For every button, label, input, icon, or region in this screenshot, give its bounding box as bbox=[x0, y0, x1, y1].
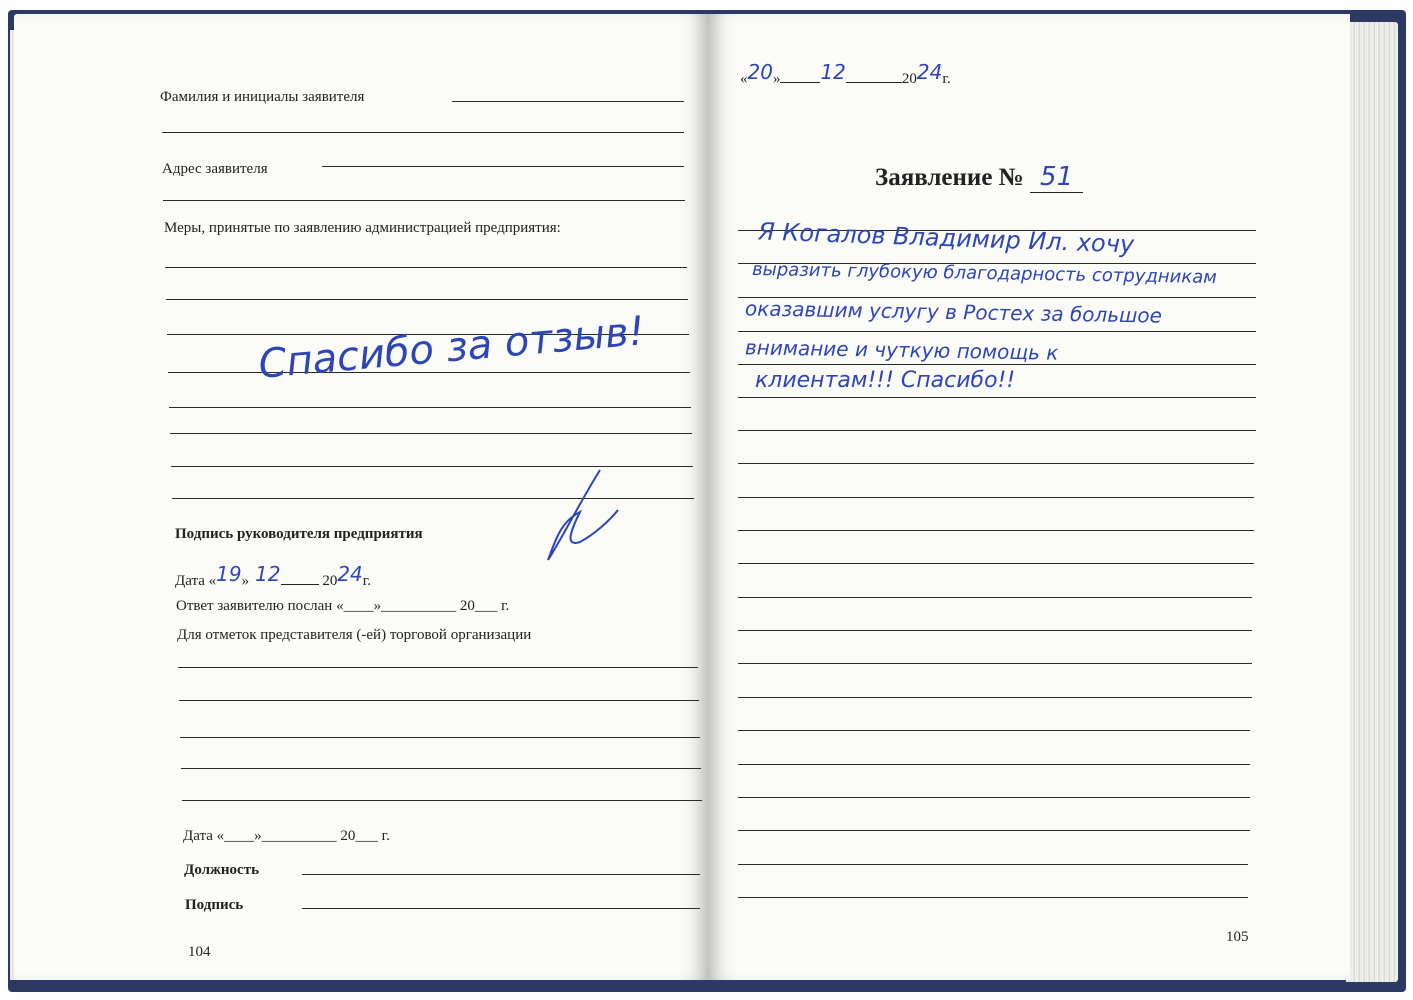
rule-line bbox=[738, 497, 1254, 498]
rule-line bbox=[182, 800, 702, 801]
rule-line bbox=[178, 667, 698, 668]
date-suffix: г. bbox=[362, 573, 371, 589]
org-notes-label: Для отметок представителя (-ей) торговой организации bbox=[177, 627, 532, 643]
document-title bbox=[875, 162, 1083, 193]
rule-line bbox=[738, 797, 1250, 798]
measures-handwritten-text: Спасибо за отзыв! bbox=[256, 308, 647, 388]
page-number-right: 105 bbox=[1226, 929, 1249, 945]
rule-line bbox=[738, 397, 1256, 398]
signature-line[interactable] bbox=[302, 908, 700, 909]
body-line-1: Я Когалов Владимир Ил. хочу bbox=[757, 217, 1135, 259]
measures-label: Меры, принятые по заявлению администрацией предприятия: bbox=[164, 220, 561, 236]
rule-line bbox=[738, 331, 1256, 332]
position-label: Должность bbox=[184, 862, 260, 878]
rule-line bbox=[738, 430, 1256, 431]
date-prefix: Дата « bbox=[175, 573, 217, 589]
rule-line bbox=[738, 730, 1250, 731]
title-text: Заявление № bbox=[875, 164, 1024, 191]
rule-line bbox=[738, 663, 1252, 664]
manager-signature-scribble bbox=[520, 462, 630, 572]
date-year: 24 bbox=[337, 562, 363, 586]
blank-date-label: Дата «____»__________ 20___ г. bbox=[183, 828, 390, 844]
applicant-address-label: Адрес заявителя bbox=[162, 161, 268, 177]
manager-date-row: Дата «19» 12 2024г. bbox=[175, 562, 371, 589]
date-month: 12 bbox=[255, 562, 281, 586]
right-date-year: 24 bbox=[916, 60, 943, 84]
rule-line bbox=[738, 597, 1252, 598]
page-edges-right bbox=[1346, 22, 1398, 982]
rule-line bbox=[163, 200, 685, 201]
page-number-left: 104 bbox=[188, 944, 211, 960]
date-year-prefix: 20 bbox=[322, 573, 338, 589]
rule-line bbox=[180, 737, 700, 738]
rule-line bbox=[166, 299, 688, 300]
rule-line bbox=[738, 364, 1256, 365]
rule-line bbox=[738, 530, 1254, 531]
rule-line bbox=[181, 768, 701, 769]
rule-line bbox=[738, 864, 1248, 865]
applicant-name-line[interactable] bbox=[452, 101, 684, 102]
rule-line bbox=[738, 697, 1252, 698]
position-line[interactable] bbox=[302, 874, 700, 875]
rule-line bbox=[738, 630, 1252, 631]
rule-line bbox=[738, 897, 1248, 898]
rule-line bbox=[169, 407, 691, 408]
right-date-month: 12 bbox=[820, 60, 846, 84]
right-date-row: «20» 12 2024г. bbox=[740, 60, 951, 87]
right-date-year-prefix: 20 bbox=[901, 71, 917, 87]
manager-signature-label: Подпись руководителя предприятия bbox=[175, 526, 423, 542]
rule-line bbox=[162, 132, 684, 133]
body-line-2: выразить глубокую благодарность сотрудникам bbox=[751, 258, 1218, 289]
rule-line bbox=[165, 267, 687, 268]
rule-line bbox=[179, 700, 699, 701]
signature-label: Подпись bbox=[185, 897, 244, 913]
rule-line bbox=[170, 433, 692, 434]
application-number: 51 bbox=[1030, 162, 1083, 193]
body-line-3: оказавшим услугу в Ростех за большое bbox=[744, 296, 1163, 328]
body-line-5: клиентам!!! Спасибо!! bbox=[755, 368, 1016, 393]
right-date-day: 20 bbox=[747, 60, 773, 84]
rule-line bbox=[738, 830, 1250, 831]
body-line-4: внимание и чуткую помощь к bbox=[744, 335, 1059, 365]
right-date-suffix: г. bbox=[942, 71, 951, 87]
applicant-name-label: Фамилия и инициалы заявителя bbox=[160, 89, 365, 105]
reply-sent-label: Ответ заявителю послан «____»__________ 20___ г. bbox=[176, 598, 510, 614]
applicant-address-line[interactable] bbox=[322, 166, 684, 167]
rule-line bbox=[738, 463, 1254, 464]
rule-line bbox=[738, 764, 1250, 765]
rule-line bbox=[738, 563, 1254, 564]
date-day: 19 bbox=[216, 562, 242, 586]
